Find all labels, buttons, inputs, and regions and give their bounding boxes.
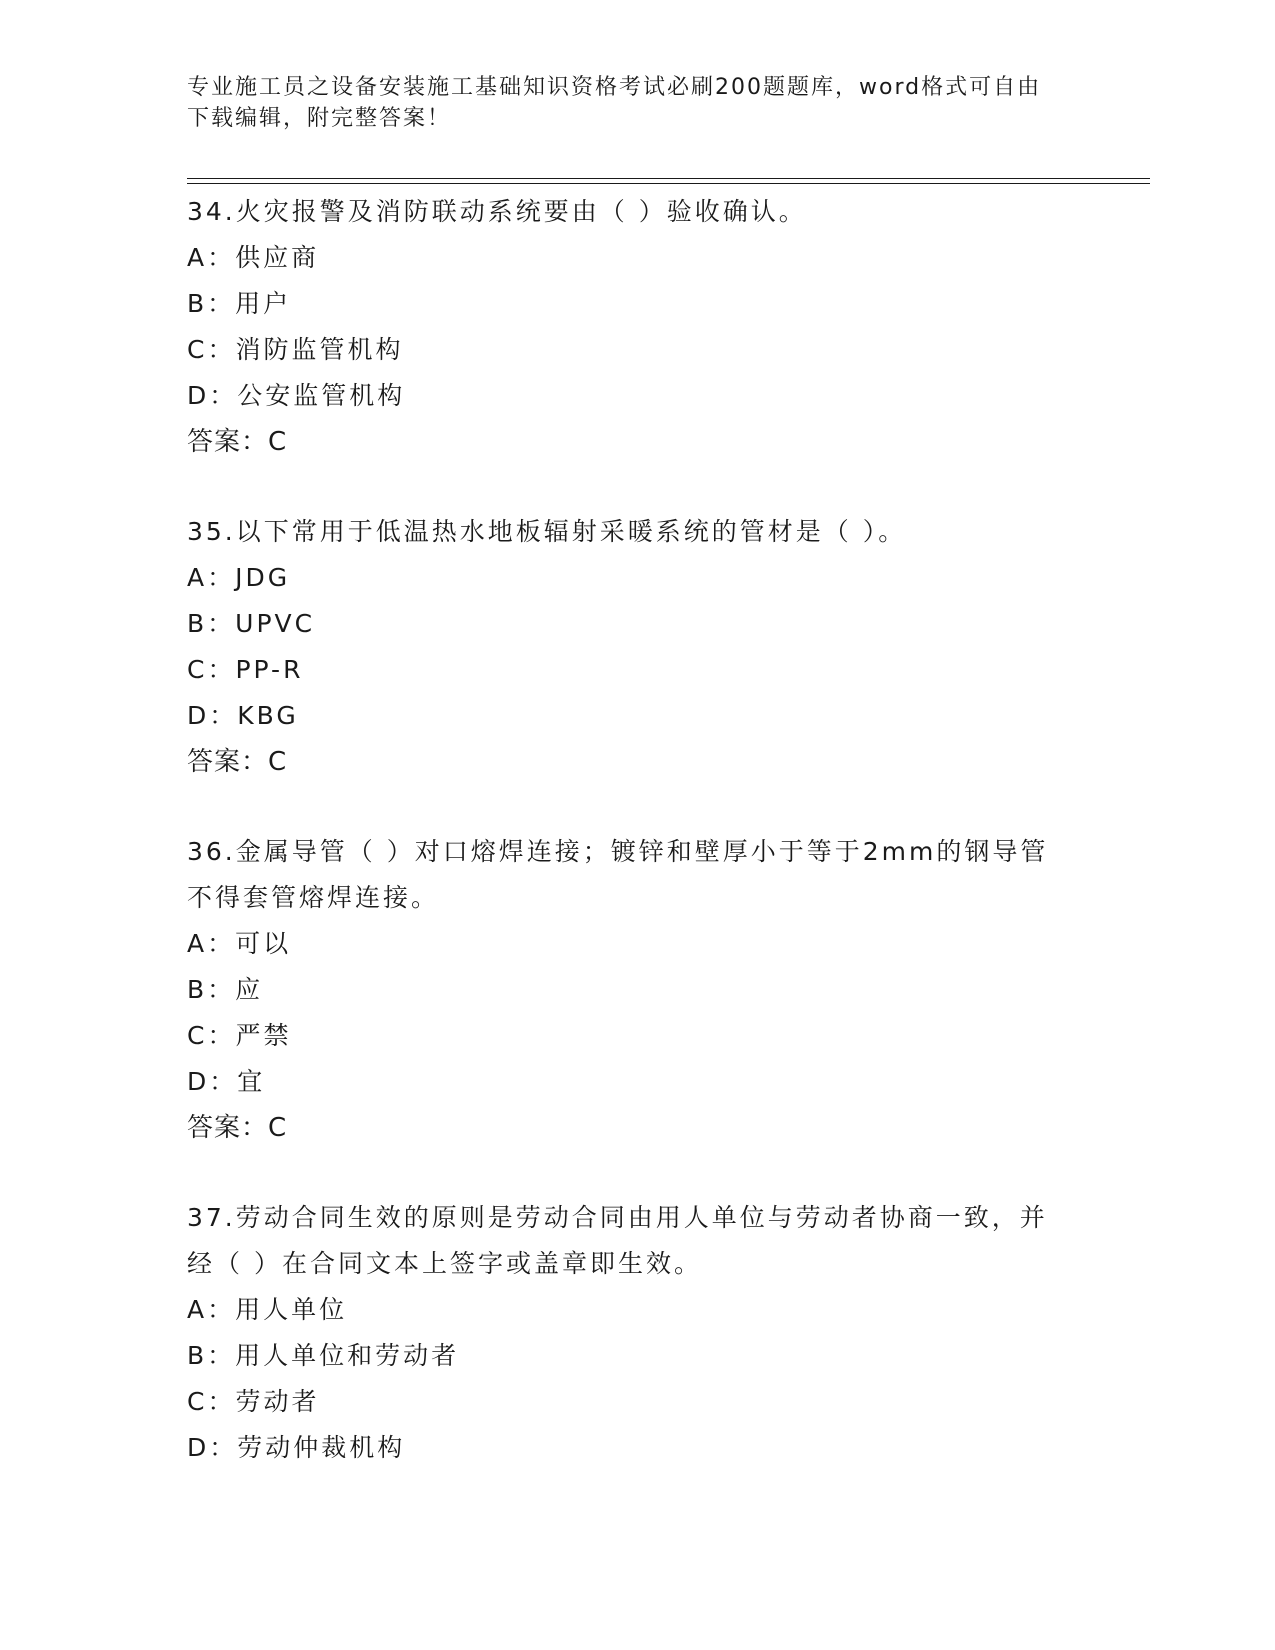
option-d: D：宜 — [187, 1067, 266, 1096]
question-36 — [187, 829, 1087, 1151]
answer: 答案：C — [187, 427, 288, 457]
answer: 答案：C — [187, 747, 288, 777]
option-b: B：用人单位和劳动者 — [187, 1341, 460, 1370]
option-a: A：可以 — [187, 929, 292, 958]
option-d: D：劳动仲裁机构 — [187, 1433, 406, 1462]
option-c: C：严禁 — [187, 1021, 292, 1050]
question-stem-line-1: 37.劳动合同生效的原则是劳动合同由用人单位与劳动者协商一致，并 — [187, 1203, 1048, 1232]
option-a: A：JDG — [187, 563, 291, 592]
option-d: D：KBG — [187, 701, 299, 730]
question-stem-line-2: 不得套管熔焊连接。 — [187, 883, 440, 912]
option-d: D：公安监管机构 — [187, 381, 406, 410]
question-37 — [187, 1195, 1087, 1471]
header-divider-bottom — [187, 183, 1150, 184]
option-c: C：消防监管机构 — [187, 335, 404, 364]
question-34 — [187, 189, 1087, 465]
option-b: B：应 — [187, 975, 264, 1004]
question-stem: 35.以下常用于低温热水地板辐射采暖系统的管材是（ ）。 — [187, 517, 907, 546]
header-line-2: 下载编辑，附完整答案！ — [187, 106, 452, 131]
question-stem-line-1: 36.金属导管（ ）对口熔焊连接；镀锌和壁厚小于等于2mm的钢导管 — [187, 837, 1049, 866]
question-stem: 34.火灾报警及消防联动系统要由（ ）验收确认。 — [187, 197, 807, 226]
option-b: B：UPVC — [187, 609, 316, 638]
option-a: A：用人单位 — [187, 1295, 348, 1324]
question-stem-line-2: 经（ ）在合同文本上签字或盖章即生效。 — [187, 1249, 702, 1278]
option-a: A：供应商 — [187, 243, 320, 272]
question-35 — [187, 509, 1087, 785]
option-c: C：劳动者 — [187, 1387, 320, 1416]
answer: 答案：C — [187, 1113, 288, 1143]
header-divider-top — [187, 178, 1150, 179]
header-line-1: 专业施工员之设备安装施工基础知识资格考试必刷200题题库，word格式可自由 — [187, 75, 1042, 100]
option-c: C：PP-R — [187, 655, 304, 684]
document-header — [187, 72, 1087, 134]
option-b: B：用户 — [187, 289, 292, 318]
